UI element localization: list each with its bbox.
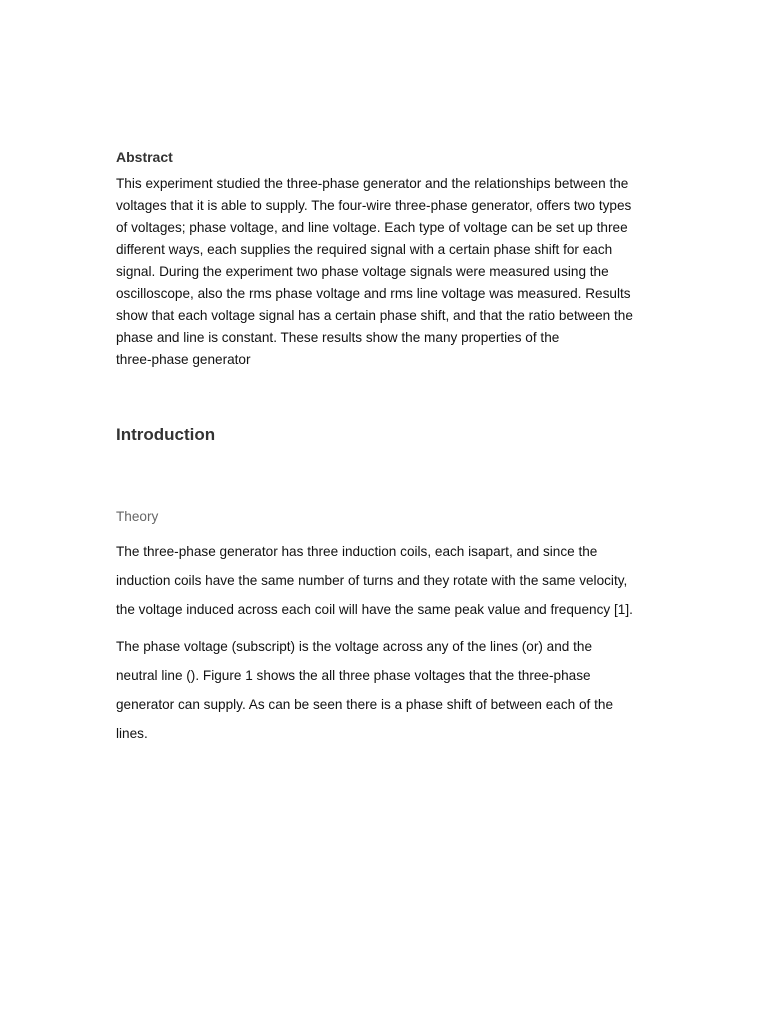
abstract-line: show that each voltage signal has a certain phase shift, and that the ratio between the: [116, 308, 633, 323]
abstract-paragraph: [116, 173, 656, 371]
paragraph-line: The phase voltage (subscript) is the voltage across any of the lines (or) and the: [116, 639, 593, 654]
theory-heading: Theory: [116, 509, 159, 524]
paragraph-line: induction coils have the same number of turns and they rotate with the same velocity,: [116, 573, 628, 588]
abstract-line: oscilloscope, also the rms phase voltage and rms line voltage was measured. Results: [116, 286, 631, 301]
abstract-line: three-phase generator: [116, 352, 251, 367]
paragraph-line: the voltage induced across each coil will have the same peak value and frequency [1].: [116, 602, 633, 617]
paragraph-line: lines.: [116, 726, 148, 741]
abstract-line: of voltages; phase voltage, and line voltage. Each type of voltage can be set up three: [116, 220, 628, 235]
theory-paragraph-2: [116, 632, 656, 748]
theory-paragraph-1: [116, 537, 656, 624]
paragraph-line: The three-phase generator has three induction coils, each isapart, and since the: [116, 544, 598, 559]
abstract-line: signal. During the experiment two phase voltage signals were measured using the: [116, 264, 609, 279]
abstract-line: different ways, each supplies the required signal with a certain phase shift for each: [116, 242, 613, 257]
abstract-line: This experiment studied the three-phase generator and the relationships between the: [116, 176, 629, 191]
abstract-line: phase and line is constant. These results show the many properties of the: [116, 330, 560, 345]
paragraph-line: neutral line (). Figure 1 shows the all three phase voltages that the three-phase: [116, 668, 591, 683]
abstract-line: voltages that it is able to supply. The four-wire three-phase generator, offers two types: [116, 198, 632, 213]
introduction-heading: Introduction: [116, 425, 216, 444]
abstract-heading: Abstract: [116, 149, 173, 165]
paragraph-line: generator can supply. As can be seen there is a phase shift of between each of the: [116, 697, 614, 712]
